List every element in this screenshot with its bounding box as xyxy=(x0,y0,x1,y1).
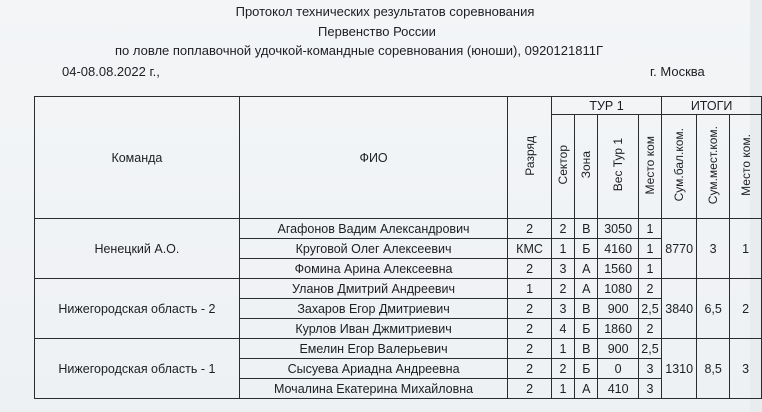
team-sum-places: 3 xyxy=(697,219,730,279)
athlete-name: Уланов Дмитрий Андреевич xyxy=(239,279,507,299)
col-group-tour1: ТУР 1 xyxy=(551,97,661,115)
protocol-title: Протокол технических результатов соревнования xyxy=(235,4,535,19)
rank-cell: 2 xyxy=(508,299,552,319)
athlete-name: Мочалина Екатерина Михайловна xyxy=(239,379,507,399)
rank-cell: 2 xyxy=(508,379,552,399)
place-cell: 2 xyxy=(638,319,661,339)
weight-cell: 1080 xyxy=(598,279,638,299)
athlete-name: Агафонов Вадим Александрович xyxy=(239,219,507,239)
weight-cell: 900 xyxy=(598,299,638,319)
sector-cell: 4 xyxy=(551,319,574,339)
weight-cell: 410 xyxy=(598,379,638,399)
team-place: 1 xyxy=(730,219,762,279)
place-cell: 3 xyxy=(638,359,661,379)
sector-cell: 1 xyxy=(551,339,574,359)
sector-cell: 3 xyxy=(551,299,574,319)
place-cell: 3 xyxy=(638,379,661,399)
athlete-name: Сысуева Ариадна Андреевна xyxy=(239,359,507,379)
zone-cell: А xyxy=(575,379,598,399)
rank-cell: 2 xyxy=(508,359,552,379)
rank-cell: 1 xyxy=(508,279,552,299)
place-cell: 1 xyxy=(638,259,661,279)
athlete-name: Курлов Иван Джмитриевич xyxy=(239,319,507,339)
col-group-totals: ИТОГИ xyxy=(662,97,762,115)
athlete-name: Захаров Егор Дмитриевич xyxy=(239,299,507,319)
competition-city: г. Москва xyxy=(650,64,705,79)
place-cell: 2,5 xyxy=(638,299,661,319)
weight-cell: 3050 xyxy=(598,219,638,239)
zone-cell: В xyxy=(575,339,598,359)
rank-cell: КМС xyxy=(508,239,552,259)
team-sum-points: 8770 xyxy=(662,219,697,279)
zone-cell: В xyxy=(575,299,598,319)
team-name: Нижегородская область - 1 xyxy=(35,339,240,399)
table-row xyxy=(35,279,762,299)
col-header-name: ФИО xyxy=(239,97,507,219)
team-name: Нижегородская область - 2 xyxy=(35,279,240,339)
team-sum-points: 3840 xyxy=(662,279,697,339)
zone-cell: В xyxy=(575,219,598,239)
sector-cell: 1 xyxy=(551,379,574,399)
zone-cell: А xyxy=(575,259,598,279)
col-header-sector: Сектор xyxy=(551,115,574,219)
weight-cell: 0 xyxy=(598,359,638,379)
team-sum-points: 1310 xyxy=(662,339,697,399)
weight-cell: 4160 xyxy=(598,239,638,259)
team-place: 3 xyxy=(730,339,762,399)
athlete-name: Емелин Егор Валерьевич xyxy=(239,339,507,359)
results-table xyxy=(34,96,762,399)
col-header-weight: Вес Тур 1 xyxy=(598,115,638,219)
sector-cell: 3 xyxy=(551,259,574,279)
col-header-place: Место ком xyxy=(638,115,661,219)
col-header-zone: Зона xyxy=(575,115,598,219)
zone-cell: Б xyxy=(575,319,598,339)
place-cell: 2,5 xyxy=(638,339,661,359)
team-sum-places: 6,5 xyxy=(697,279,730,339)
team-sum-places: 8,5 xyxy=(697,339,730,399)
competition-dates: 04-08.08.2022 г., xyxy=(62,64,160,79)
competition-discipline: по ловле поплавочной удочкой-командные соревнования (юноши), 0920121811Г xyxy=(115,43,603,58)
weight-cell: 1560 xyxy=(598,259,638,279)
rank-cell: 2 xyxy=(508,259,552,279)
table-row xyxy=(35,339,762,359)
rank-cell: 2 xyxy=(508,219,552,239)
athlete-name: Фомина Арина Алексеевна xyxy=(239,259,507,279)
team-name: Ненецкий А.О. xyxy=(35,219,240,279)
sector-cell: 1 xyxy=(551,239,574,259)
col-header-team: Команда xyxy=(35,97,240,219)
zone-cell: А xyxy=(575,279,598,299)
rank-cell: 2 xyxy=(508,319,552,339)
place-cell: 2 xyxy=(638,279,661,299)
zone-cell: Б xyxy=(575,359,598,379)
rank-cell: 2 xyxy=(508,339,552,359)
col-header-sum-places: Сум.мест.ком. xyxy=(697,115,730,219)
weight-cell: 1860 xyxy=(598,319,638,339)
team-place: 2 xyxy=(730,279,762,339)
athlete-name: Круговой Олег Алексеевич xyxy=(239,239,507,259)
zone-cell: Б xyxy=(575,239,598,259)
sector-cell: 2 xyxy=(551,279,574,299)
place-cell: 1 xyxy=(638,219,661,239)
col-header-rank: Разряд xyxy=(508,97,552,219)
table-row xyxy=(35,219,762,239)
col-header-team-place: Место ком. xyxy=(730,115,762,219)
competition-name: Первенство России xyxy=(318,24,436,39)
sector-cell: 2 xyxy=(551,359,574,379)
place-cell: 1 xyxy=(638,239,661,259)
sector-cell: 2 xyxy=(551,219,574,239)
col-header-sum-points: Сум.бал.ком. xyxy=(662,115,697,219)
weight-cell: 900 xyxy=(598,339,638,359)
